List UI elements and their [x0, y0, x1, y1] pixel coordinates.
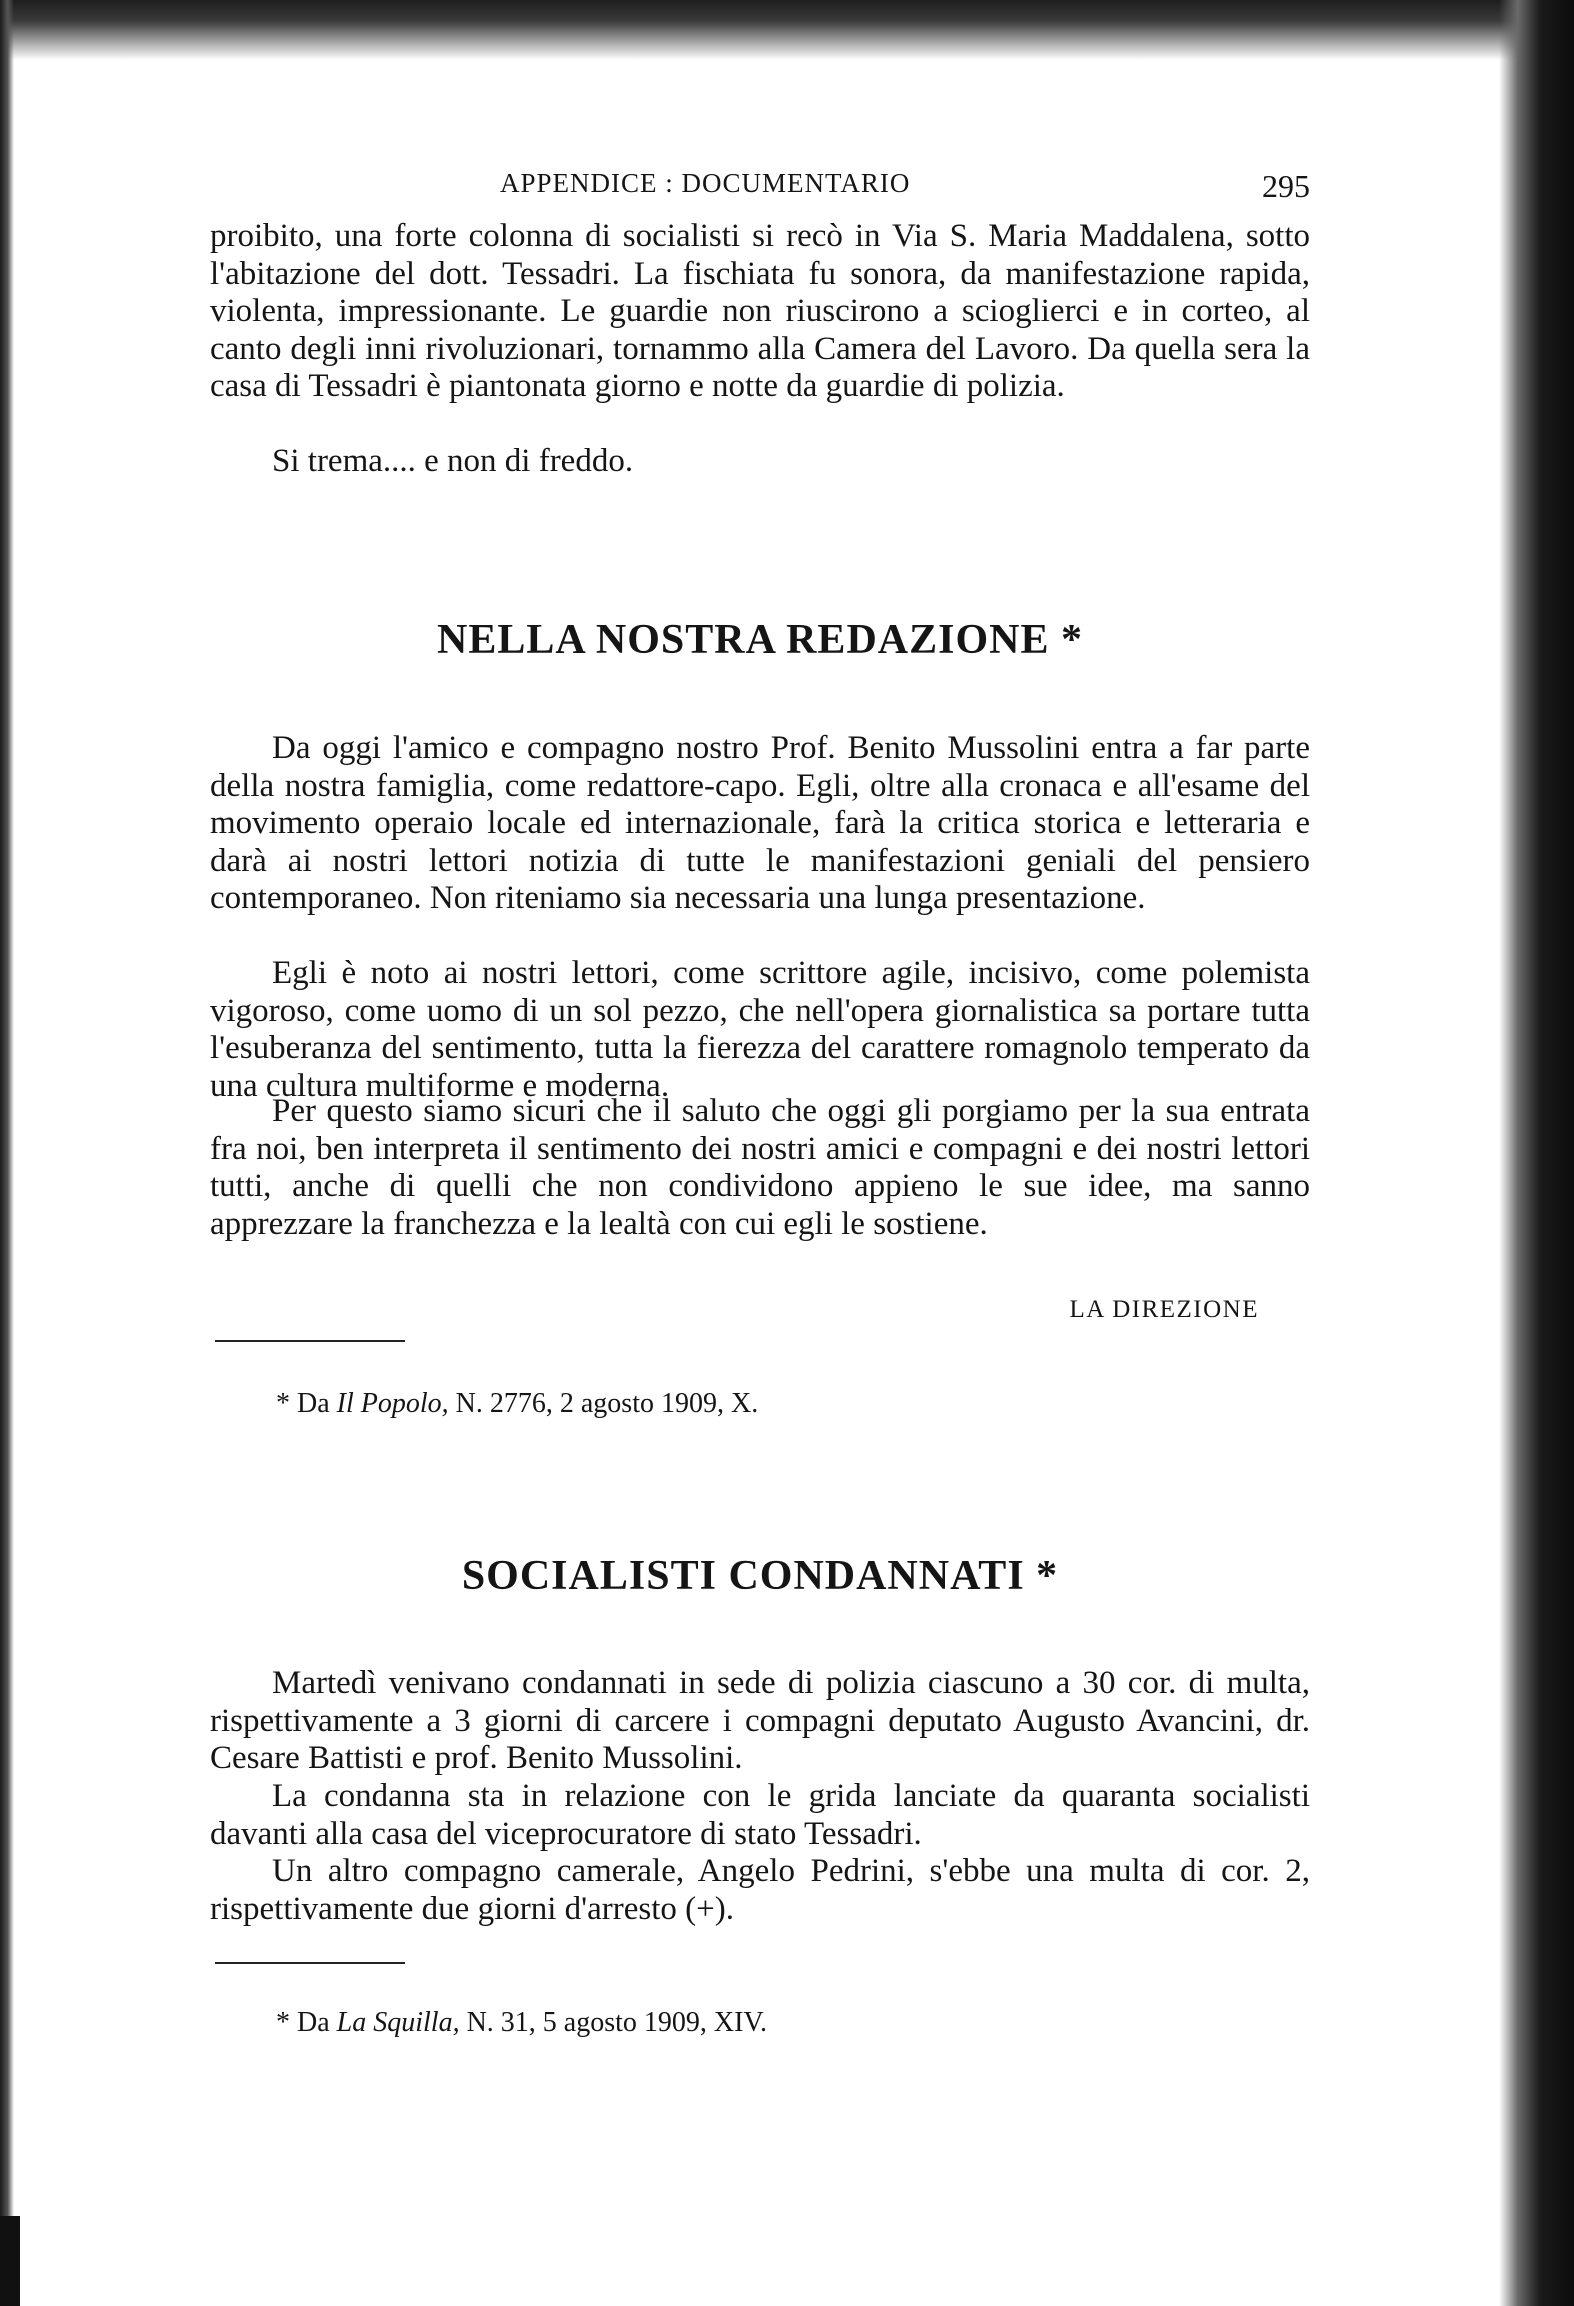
footnote-source: La Squilla, [336, 2007, 460, 2038]
footnote-marker: * Da [276, 2007, 330, 2038]
footnote-details: N. 2776, 2 agosto 1909, X. [455, 1388, 759, 1419]
running-head: APPENDICE : DOCUMENTARIO [500, 168, 911, 198]
footnote-details: N. 31, 5 agosto 1909, XIV. [466, 2007, 768, 2038]
footnote-source: Il Popolo, [336, 1388, 449, 1419]
scan-edge-right [1499, 0, 1574, 2306]
section-title-redazione: NELLA NOSTRA REDAZIONE * [437, 617, 1083, 663]
redazione-paragraph-1: Da oggi l'amico e compagno nostro Prof. Benito Mussolini entra a far parte della nostra famiglia, come redattore-capo. Egli, oltre alla cronaca e all'esame del movimento operaio locale ed internazionale, farà la critica storica e letteraria e darà ai nostri lettori notizia di tutte le manifestazioni geniali del pensiero contemporaneo. Non riteniamo sia necessaria una lunga presentazione. [210, 730, 1310, 916]
condannati-paragraph-2: La condanna sta in relazione con le grida lanciate da quaranta socialisti davanti alla casa del viceprocuratore di stato Tessadri. [210, 1778, 1310, 1852]
intro-closing: Si trema.... e non di freddo. [272, 443, 634, 479]
redazione-paragraph-3: Per questo siamo sicuri che il saluto che oggi gli porgiamo per la sua entrata fra noi, ben interpreta il sentimento dei nostri amici e compagni e dei nostri lettori tutti, anche di quelli che non condividono appieno le sue idee, ma sanno apprezzare la franchezza e la lealtà con cui egli le sostiene. [210, 1093, 1310, 1242]
page-header [500, 168, 1310, 208]
footnote-marker: * Da [276, 1388, 330, 1419]
scan-edge-top [0, 0, 1574, 60]
condannati-paragraph-1: Martedì venivano condannati in sede di polizia ciascuno a 30 cor. di multa, rispettivamente a 3 giorni di carcere i compagni deputato Augusto Avancini, dr. Cesare Battisti e prof. Benito Mussolini. [210, 1665, 1310, 1776]
scan-edge-left [0, 0, 14, 2306]
footnote [276, 1388, 758, 1420]
intro-paragraph: proibito, una forte colonna di socialisti si recò in Via S. Maria Maddalena, sotto l'abitazione del dott. Tessadri. La fischiata fu sonora, da manifestazione rapida, violenta, impressionante. Le guardie non riuscirono a scioglierci e in corteo, al canto degli inni rivoluzionari, tornammo alla Camera del Lavoro. Da quella sera la casa di Tessadri è piantonata giorno e notte da guardie di polizia. [210, 218, 1310, 404]
footnote [276, 2007, 767, 2039]
redazione-paragraph-2: Egli è noto ai nostri lettori, come scrittore agile, incisivo, come polemista vigoroso, come uomo di un sol pezzo, che nell'opera giornalistica sa portare tutta l'esuberanza del sentimento, tutta la fierezza del carattere romagnolo temperato da una cultura multiforme e moderna. [210, 955, 1310, 1104]
signature: LA DIREZIONE [1069, 1296, 1259, 1323]
condannati-paragraph-3: Un altro compagno camerale, Angelo Pedrini, s'ebbe una multa di cor. 2, rispettivamente due giorni d'arresto (+). [210, 1853, 1310, 1927]
scan-edge-bottom-left [0, 2216, 20, 2306]
section-title-condannati: SOCIALISTI CONDANNATI * [461, 1553, 1059, 1599]
footnote-rule [215, 1962, 405, 1964]
page-number: 295 [1262, 168, 1310, 204]
footnote-rule [215, 1340, 405, 1342]
